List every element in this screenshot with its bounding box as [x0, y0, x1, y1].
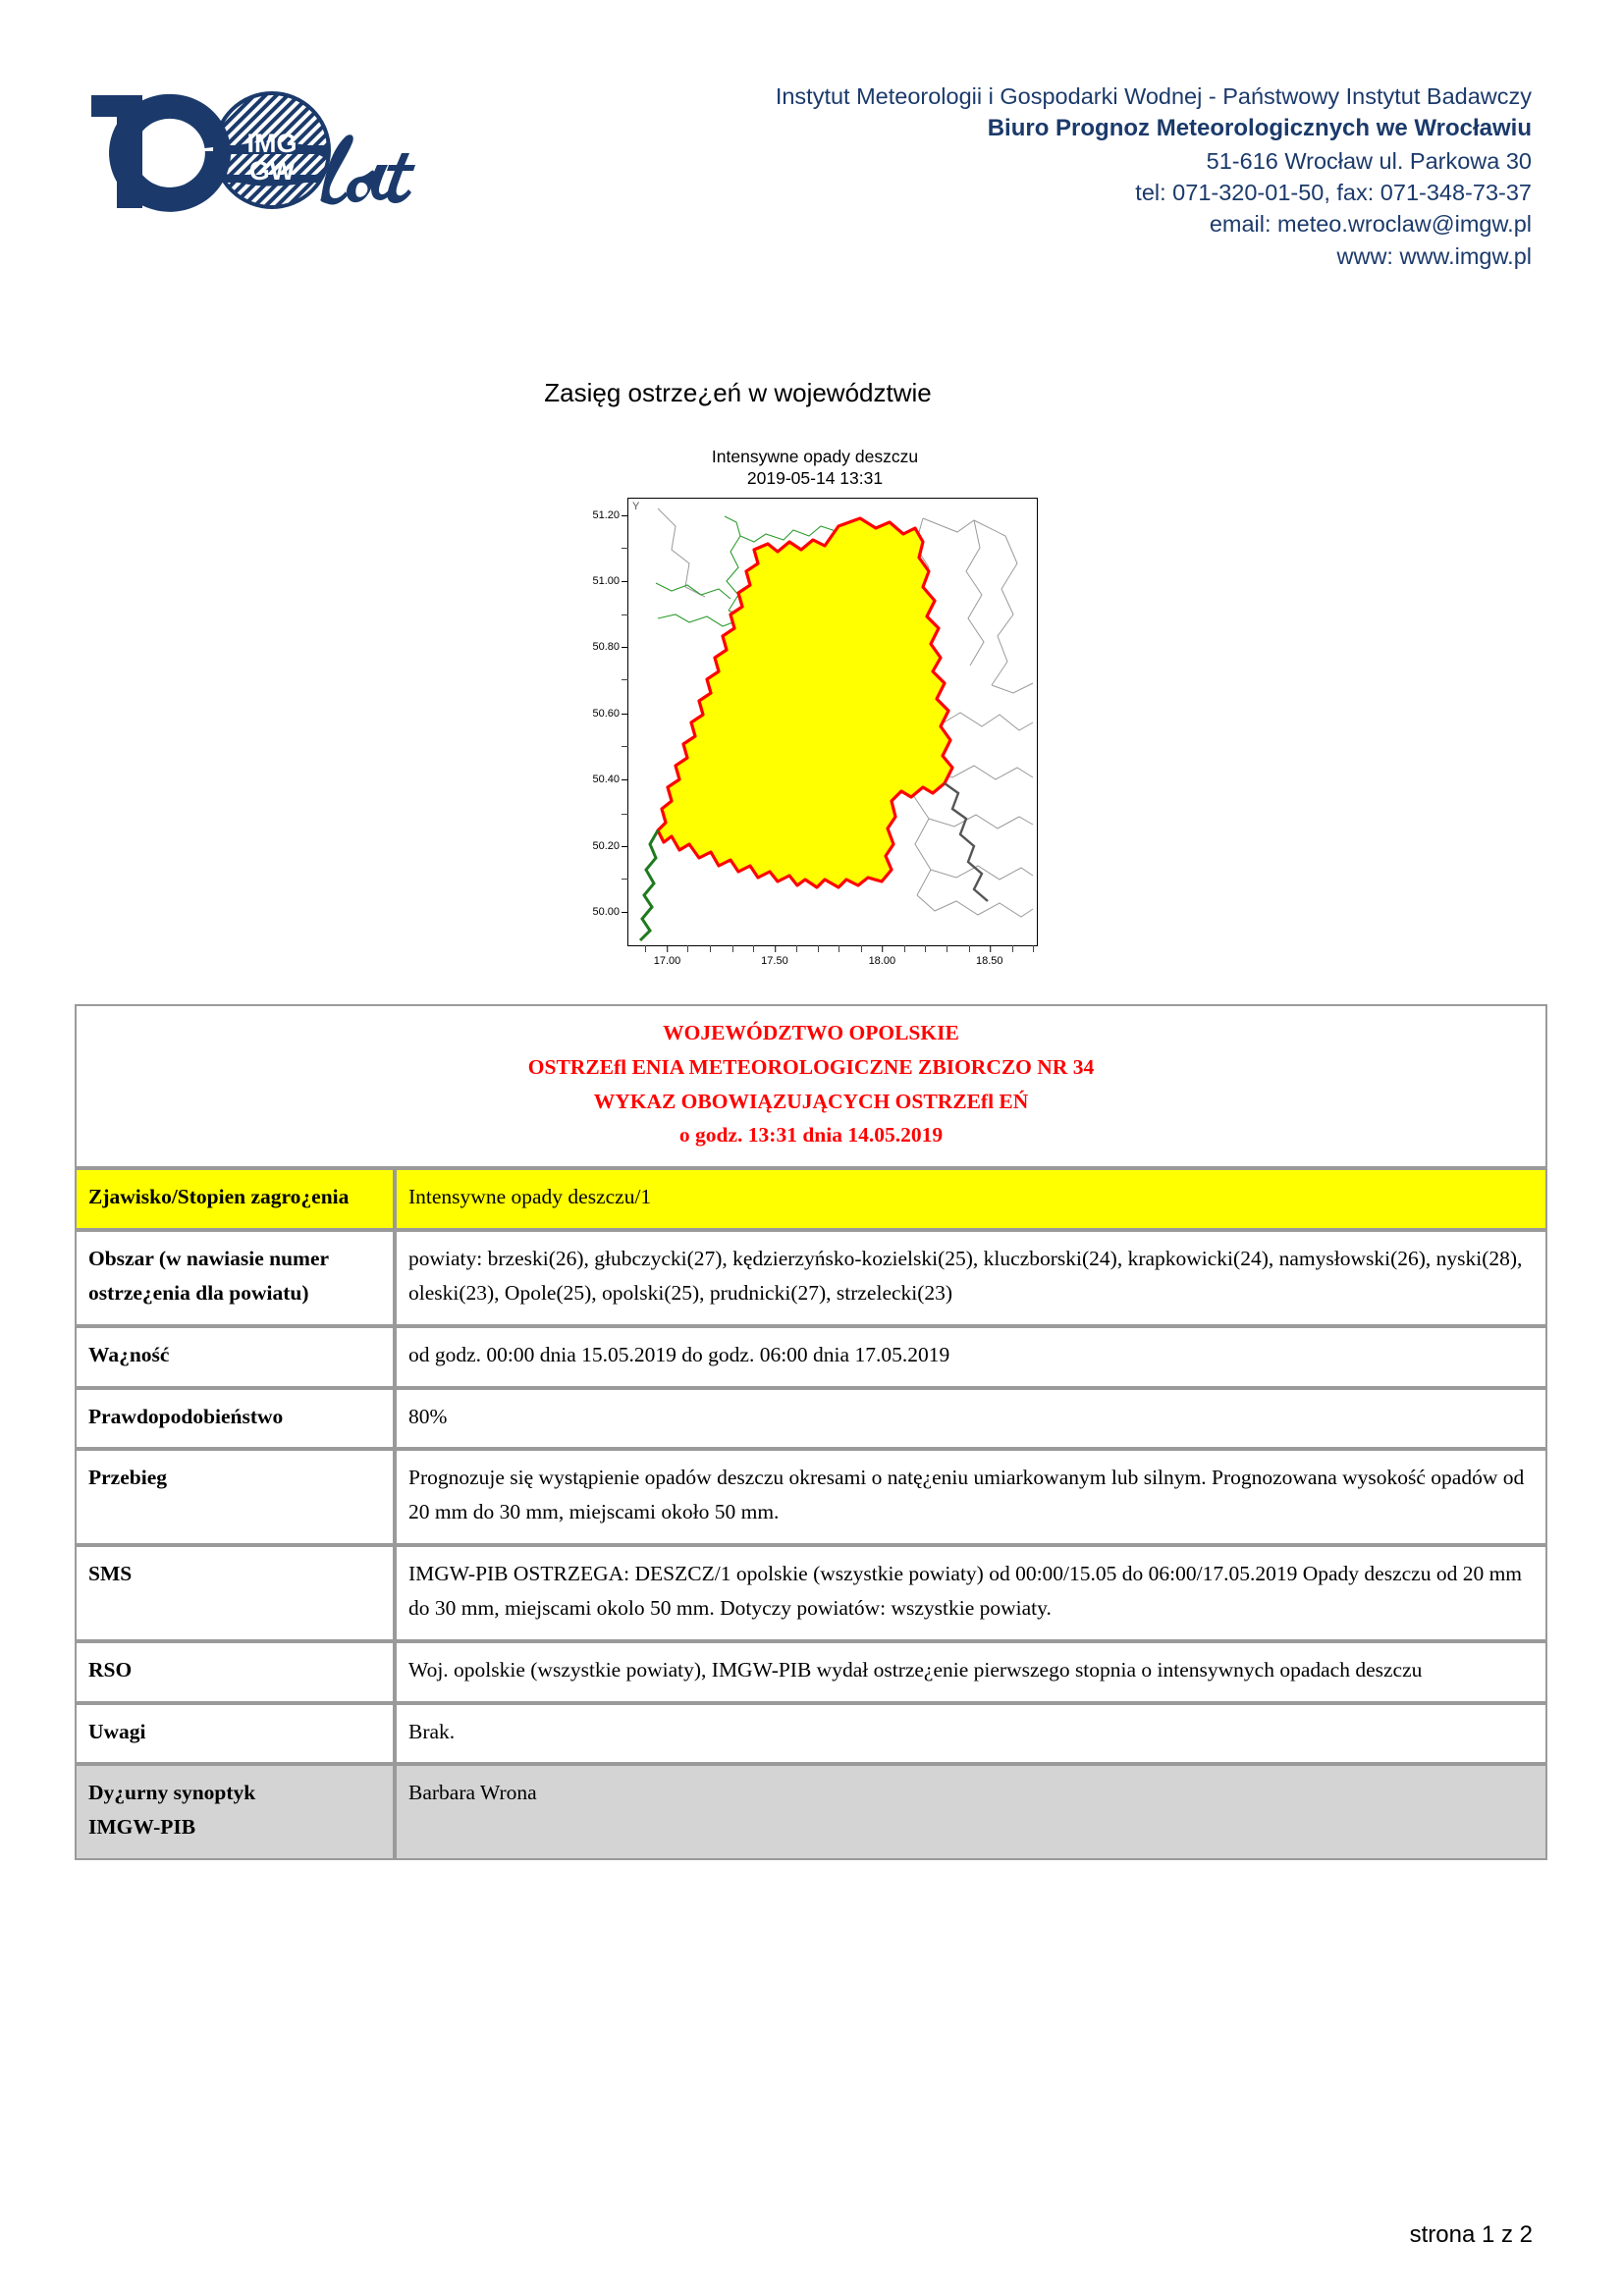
page-footer — [1410, 2221, 1533, 2249]
alert-title-line-3: WYKAZ OBOWIĄZUJĄCYCH OSTRZEfl EŃ — [593, 1089, 1029, 1113]
row-label-rso: RSO — [75, 1641, 395, 1703]
table-row-area — [75, 1230, 1547, 1326]
row-value-area: powiaty: brzeski(26), głubczycki(27), kędzierzyńsko-kozielski(25), kluczborski(24), krapkowicki(24), namysłowski(26), nyski(28), oleski(23), Opole(25), opolski(25), prudnicki(27), strzelecki(23) — [395, 1230, 1547, 1326]
logo-emblem-bottom-text: GW — [248, 156, 296, 186]
org-line-email: email: meteo.wroclaw@imgw.pl — [1209, 211, 1532, 238]
x-tick-1800: 18.00 — [869, 945, 896, 967]
meteorological-warning-table — [75, 1004, 1547, 1860]
y-tick-5000: 50.00 — [592, 906, 628, 918]
logo-emblem-top-text: IMG — [246, 129, 298, 158]
y-tick-5060: 50.60 — [592, 708, 628, 720]
y-tick-5120: 51.20 — [592, 509, 628, 521]
row-value-remarks: Brak. — [395, 1703, 1547, 1765]
row-value-duty-forecaster: Barbara Wrona — [395, 1764, 1547, 1860]
row-label-area — [75, 1230, 395, 1326]
state-border-line — [640, 830, 658, 940]
y-tick-5020: 50.20 — [592, 840, 628, 852]
org-line-bureau: Biuro Prognoz Meteorologicznych we Wrocławiu — [987, 115, 1532, 142]
org-line-institute: Instytut Meteorologii i Gospodarki Wodnej - Państwowy Instytut Badawczy — [775, 83, 1532, 109]
row-label-duty-line2: IMGW-PIB — [88, 1815, 196, 1840]
imgw-100-lat-logo — [74, 51, 447, 218]
table-row-remarks — [75, 1703, 1547, 1765]
internal-boundary-line — [945, 783, 988, 901]
page-number-text: strona 1 z 2 — [1409, 2221, 1533, 2248]
logo-script-lat — [320, 134, 415, 204]
row-value-rso: Woj. opolskie (wszystkie powiaty), IMGW-PIB wydał ostrze¿enie pierwszego stopnia o intensywnych opadach deszczu — [395, 1641, 1547, 1703]
row-label-area-line2: ostrze¿enia dla powiatu) — [88, 1280, 309, 1305]
x-tick-1850: 18.50 — [976, 945, 1003, 967]
alert-title-line-1: WOJEWÓDZTWO OPOLSKIE — [663, 1021, 959, 1044]
alert-title-line-4: o godz. 13:31 dnia 14.05.2019 — [678, 1123, 944, 1148]
table-row-course — [75, 1449, 1547, 1545]
alert-title-cell — [75, 1004, 1547, 1168]
map-title-block — [584, 447, 1046, 490]
row-label-duty-line1: Dy¿urny synoptyk — [88, 1781, 256, 1805]
row-label-sms: SMS — [75, 1545, 395, 1641]
row-value-validity: od godz. 00:00 dnia 15.05.2019 do godz. 06:00 dnia 17.05.2019 — [395, 1326, 1547, 1388]
map-section-heading — [0, 378, 1623, 408]
row-label-probability: Prawdopodobieństwo — [75, 1388, 395, 1450]
table-row-probability — [75, 1388, 1547, 1450]
row-value-phenomenon: Intensywne opady deszczu/1 — [395, 1168, 1547, 1230]
row-value-sms: IMGW-PIB OSTRZEGA: DESZCZ/1 opolskie (wszystkie powiaty) od 00:00/15.05 do 06:00/17.05.2019 Opady deszczu od 20 mm do 30 mm, miejscami okolo 50 mm. Dotyczy powiatów: wszystkie powiaty. — [395, 1545, 1547, 1641]
x-tick-1700: 17.00 — [654, 945, 681, 967]
org-line-phone-fax: tel: 071-320-01-50, fax: 071-348-73-37 — [1135, 179, 1532, 205]
row-value-probability: 80% — [395, 1388, 1547, 1450]
row-label-phenomenon: Zjawisko/Stopien zagro¿enia — [75, 1168, 395, 1230]
map-subtitle: 2019-05-14 13:31 — [746, 467, 884, 488]
organization-contact-block — [776, 80, 1532, 272]
y-tick-5100: 51.00 — [592, 575, 628, 587]
y-tick-5040: 50.40 — [592, 774, 628, 785]
x-tick-1750: 17.50 — [761, 945, 788, 967]
warning-map-section — [0, 324, 1623, 1001]
row-label-validity: Wa¿ność — [75, 1326, 395, 1388]
y-axis-letter: Y — [632, 500, 640, 512]
logo-svg — [74, 51, 447, 218]
table-row-sms — [75, 1545, 1547, 1641]
map-plot-area — [592, 498, 1038, 967]
table-row-phenomenon — [75, 1168, 1547, 1230]
row-label-area-line1: Obszar (w nawiasie numer — [88, 1247, 330, 1271]
row-value-course: Prognozuje się wystąpienie opadów deszczu okresami o natę¿eniu umiarkowanym lub silnym. Prognozowana wysokość opadów od 20 mm do 30 mm, miejscami około 50 mm. — [395, 1449, 1547, 1545]
y-tick-5080: 50.80 — [592, 641, 628, 653]
table-row-validity — [75, 1326, 1547, 1388]
row-label-duty-forecaster — [75, 1764, 395, 1860]
org-line-website: www: www.imgw.pl — [1336, 242, 1532, 269]
page-header — [0, 0, 1623, 324]
region-opolskie-warning-area — [658, 518, 952, 887]
org-line-address: 51-616 Wrocław ul. Parkowa 30 — [1206, 147, 1532, 174]
row-label-course: Przebieg — [75, 1449, 395, 1545]
table-row-duty-forecaster — [75, 1764, 1547, 1860]
map-title: Intensywne opady deszczu — [711, 447, 919, 466]
table-row-title — [75, 1004, 1547, 1168]
table-row-rso — [75, 1641, 1547, 1703]
map-section-heading-text: Zasięg ostrze¿eń w województwie — [544, 378, 932, 407]
map-geometry — [628, 499, 1037, 945]
warning-extent-map — [584, 447, 1046, 977]
row-label-remarks: Uwagi — [75, 1703, 395, 1765]
alert-title-line-2: OSTRZEfl ENIA METEOROLOGICZNE ZBIORCZO NR 34 — [527, 1054, 1095, 1079]
